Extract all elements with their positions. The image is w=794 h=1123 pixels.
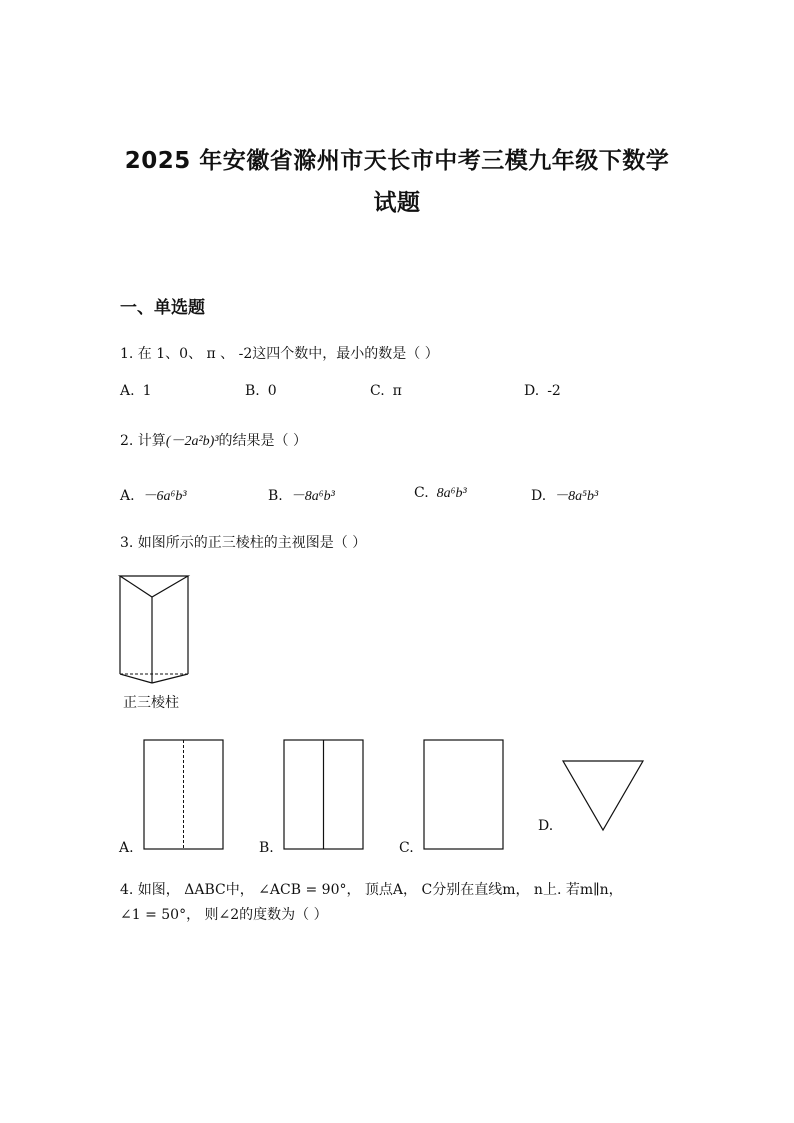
option-a-figure (143, 739, 225, 851)
q1-option-b (245, 383, 277, 399)
q1-stem: 1. 在 1、0、 π 、 -2这四个数中，最小的数是（ ） (120, 346, 439, 362)
option-b-figure (283, 739, 365, 851)
option-label: C. (370, 383, 385, 399)
option-c-figure (423, 739, 505, 851)
option-value: －8a⁶b³ (290, 489, 335, 504)
page-title-line1: 2025 年安徽省滁州市天长市中考三模九年级下数学 (124, 148, 670, 174)
section-heading: 一、单选题 (120, 298, 205, 318)
q2-stem (120, 430, 307, 450)
triangular-prism-figure (116, 573, 192, 685)
option-label: C. (414, 485, 429, 501)
q3-stem: 3. 如图所示的正三棱柱的主视图是（ ） (120, 535, 367, 551)
option-label: A. (120, 383, 135, 399)
q1-option-c (370, 383, 402, 399)
q4-line1: 4. 如图， ΔABC中， ∠ACB = 90°， 顶点A， C分别在直线m， n上. 若m∥n， (120, 882, 623, 898)
q3-option-c: C. (399, 840, 414, 856)
option-d-figure (561, 759, 645, 833)
option-label: A. (120, 488, 135, 504)
option-value: -2 (547, 383, 561, 399)
q3-option-a: A. (119, 840, 134, 856)
option-value: －6a⁶b³ (142, 489, 187, 504)
q1-option-a (120, 383, 151, 399)
q3-option-b: B. (259, 840, 274, 856)
q2-option-a (120, 485, 187, 505)
option-label: D. (524, 383, 540, 399)
q2-stem-after: 的结果是（ ） (218, 433, 307, 449)
q2-option-b (268, 485, 335, 505)
option-value: 8a⁶b³ (436, 486, 467, 501)
option-value: 1 (142, 383, 152, 399)
q3-option-d: D. (538, 818, 554, 834)
option-label: B. (245, 383, 260, 399)
prism-caption: 正三棱柱 (123, 695, 179, 711)
q4-line2: ∠1 = 50°， 则∠2的度数为（ ） (120, 907, 328, 923)
q2-expression: (－2a²b)³ (165, 434, 219, 449)
option-label: B. (268, 488, 283, 504)
option-value: －8a⁵b³ (554, 489, 599, 504)
q2-stem-before: 2. 计算 (120, 433, 166, 449)
option-label: D. (531, 488, 547, 504)
q2-option-d (531, 485, 598, 505)
option-value: π (392, 383, 402, 399)
q2-option-c (414, 485, 467, 502)
option-value: 0 (267, 383, 277, 399)
q1-option-d (524, 383, 561, 399)
page-title-line2: 试题 (373, 190, 421, 216)
